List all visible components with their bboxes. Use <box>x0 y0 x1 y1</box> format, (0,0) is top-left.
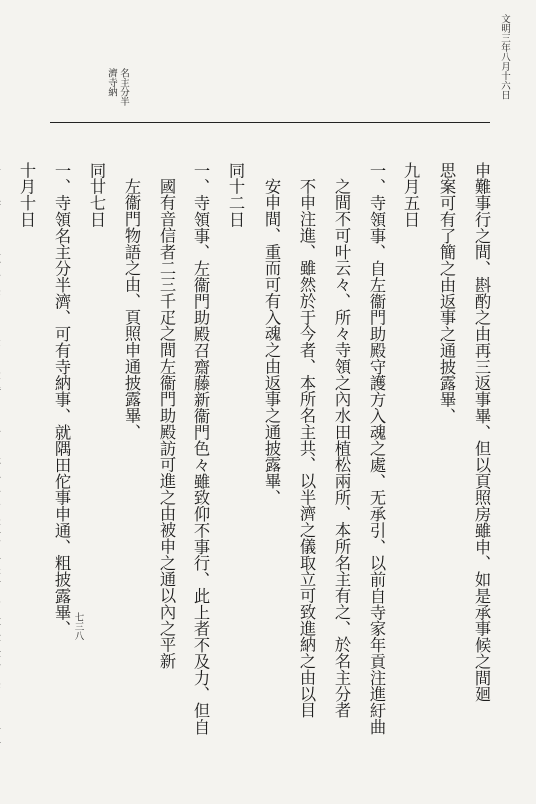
text-column-1: 申難事行之間、斟酌之由再三返事畢、但以頁照房雖申、如是承事候之間廻 <box>472 162 491 703</box>
text-column-10: 國有音信者二三千疋之間左衞門助殿訪可進之由被申之通以內之平新 <box>157 178 176 670</box>
running-header-date: 文明三年八月十六日 <box>499 14 510 100</box>
date-heading: 同十二日 <box>226 162 245 228</box>
margin-note-line-1: 名主分半 <box>118 68 129 106</box>
text-column-11: 左衞門物語之由、頁照申通披露畢、 <box>122 178 141 440</box>
page-number: 七三八 <box>72 612 84 641</box>
margin-note-line-2: 濟寺納 <box>106 68 117 97</box>
text-column-6: 不申注進、雖然於于今者、本所名主共、以半濟之儀取立可致進納之由以目 <box>297 178 316 719</box>
text-column-5: 之間不可叶云々、所々寺領之內水田植松兩所、本所名主有之、於名主分者 <box>332 178 351 719</box>
date-heading: 同廿七日 <box>87 162 106 228</box>
text-column-13: 一、寺領名主分半濟、可有寺納事、就隅田佗事申通、粗披露畢、 <box>52 162 71 637</box>
text-column-4: 一、寺領事、自左衞門助殿守護方入魂之處、无承引、以前自寺家年貢注進紆曲 <box>367 162 386 735</box>
date-heading: 十月十日 <box>17 162 36 228</box>
margin-note <box>103 68 129 108</box>
text-column-9: 一、寺領事、左衞門助殿召齋藤新衞門色々雖致仰不事行、此上者不及力、但自 <box>191 162 210 735</box>
date-heading: 九月五日 <box>401 162 420 228</box>
text-column-7: 安申間、重而可有入魂之由返事之通披露畢、 <box>262 178 281 506</box>
text-column-2: 思案可有了簡之由返事之通披露畢、 <box>437 162 456 424</box>
header-rule <box>50 122 490 123</box>
